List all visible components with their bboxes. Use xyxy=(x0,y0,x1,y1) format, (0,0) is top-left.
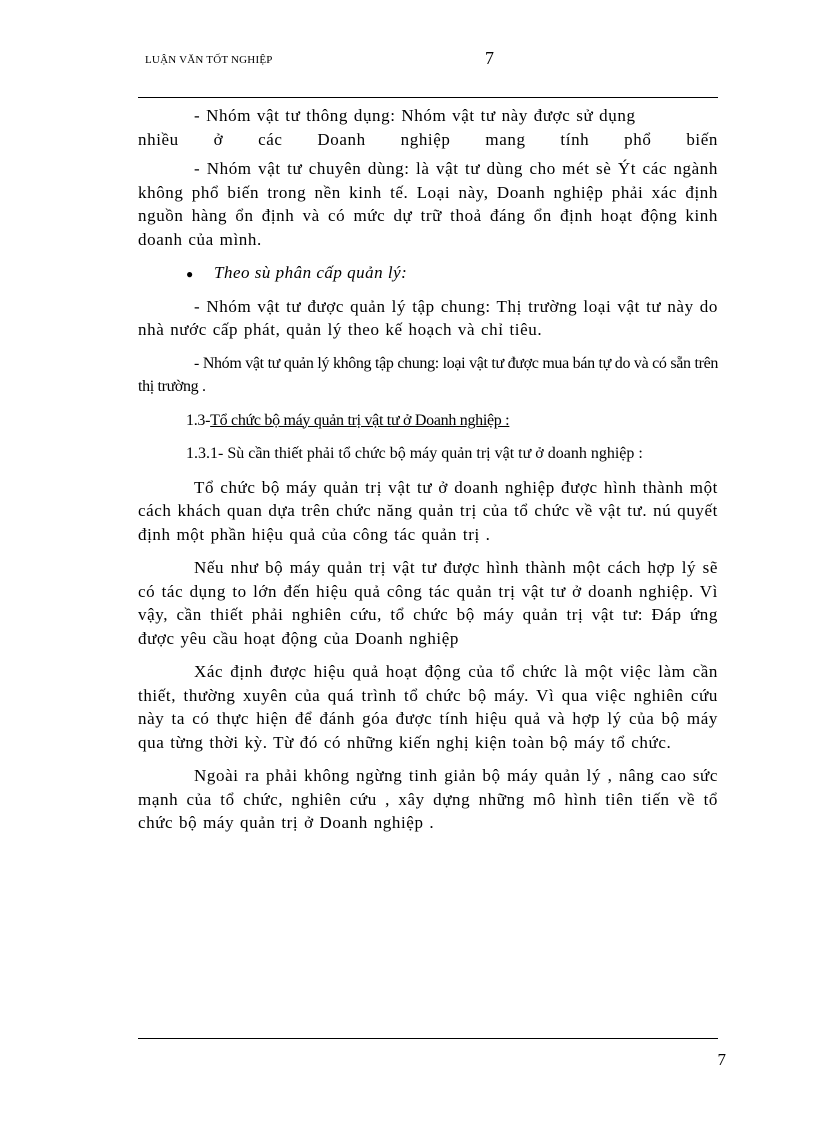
subsection-heading: 1.3.1- Sù cần thiết phải tổ chức bộ máy quản trị vật tư ở doanh nghiệp : xyxy=(186,445,643,462)
paragraph-line: nhiều ở các Doanh nghiệp mang tính phổ biến xyxy=(138,129,718,149)
section-number: 1.3- xyxy=(186,411,211,429)
paragraph-decentralized: - Nhóm vật tư quản lý không tập chung: loại vật tư được mua bán tự do và có sẵn trên thị trường . xyxy=(138,354,718,395)
paragraph-common-materials xyxy=(138,104,718,151)
footer-rule xyxy=(138,1038,718,1039)
header-rule xyxy=(138,97,718,98)
paragraph-line: - Nhóm vật tư thông dụng: Nhóm vật tư này được sử dụng xyxy=(194,106,636,125)
page-body xyxy=(138,104,718,845)
paragraph-streamlining: Ngoài ra phải không ngừng tinh giản bộ máy quản lý , nâng cao sức mạnh của tổ chức, nghiên cứu , xây dựng những mô hình tiên tiến về tổ chức bộ máy quản trị ở Doanh nghiệp . xyxy=(138,766,718,832)
paragraph-effectiveness: Xác định được hiệu quả hoạt động của tổ chức là một việc làm cần thiết, thường xuyên của quá trình tổ chức bộ máy. Vì qua việc nghiên cứu này ta có thực hiện để đánh góa được tính hiệu quả và hợp lý của bộ máy qua từng thời kỳ. Từ đó có những kiến nghị kiện toàn bộ máy tổ chức. xyxy=(138,662,718,752)
bullet-item xyxy=(186,261,718,287)
section-title: Tổ chức bộ máy quản trị vật tư ở Doanh nghiệp : xyxy=(210,411,510,429)
paragraph-rational-apparatus: Nếu như bộ máy quản trị vật tư được hình thành một cách hợp lý sẽ có tác dụng to lớn đến hiệu quả công tác quản trị vật tư ở doanh nghiệp. Vì vậy, cần thiết phải nghiên cứu, tổ chức bộ máy quản trị vật tư: Đáp ứng được yêu cầu hoạt động của Doanh nghiệp xyxy=(138,558,718,648)
footer-page-number: 7 xyxy=(717,1050,726,1069)
section-heading xyxy=(138,409,718,433)
paragraph-centralized: - Nhóm vật tư được quản lý tập chung: Thị trường loại vật tư này do nhà nước cấp phát, quản lý theo kế hoạch và chỉ tiêu. xyxy=(138,296,718,339)
bullet-dot: ● xyxy=(186,267,194,281)
paragraph-organization: Tổ chức bộ máy quản trị vật tư ở doanh nghiệp được hình thành một cách khách quan dựa trên chức năng quản trị của tổ chức về vật tư. nú quyết định một phần hiệu quả của công tác quản trị . xyxy=(138,477,718,544)
header-page-number: 7 xyxy=(485,48,494,68)
running-header-title: LUẬN VĂN TỐT NGHIỆP xyxy=(145,54,273,66)
paragraph-specialized-materials: - Nhóm vật tư chuyên dùng: là vật tư dùng cho mét sè Ýt các ngành không phổ biến trong nền kinh tế. Loại này, Doanh nghiệp phải xác định nguồn hàng ổn định và có mức dự trữ thoả đáng ổn định hoạt động kinh doanh của mình. xyxy=(138,159,718,249)
bullet-text: Theo sù phân cấp quản lý: xyxy=(214,263,408,282)
